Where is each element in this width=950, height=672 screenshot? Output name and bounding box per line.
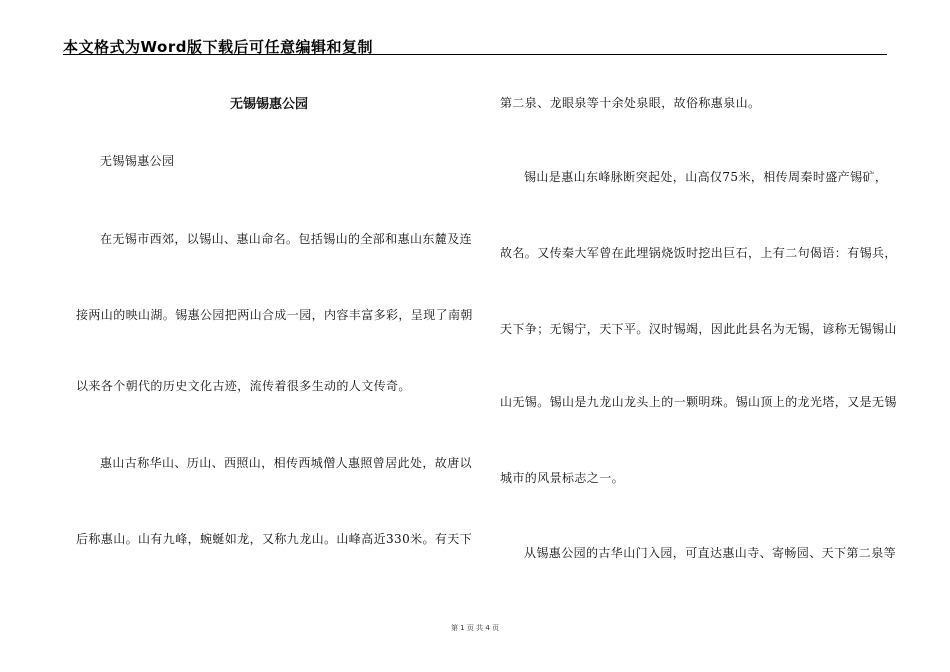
paragraph-line: 接两山的映山湖。锡惠公园把两山合成一园，内容丰富多彩，呈现了南朝 — [76, 308, 473, 322]
paragraph-line: 城市的风景标志之一。 — [500, 471, 625, 485]
paragraph-line: 惠山古称华山、历山、西照山，相传西城僧人惠照曾居此处，故唐以 — [100, 456, 473, 470]
paragraph-line: 从锡惠公园的古华山门入园，可直达惠山寺、寄畅园、天下第二泉等 — [524, 546, 897, 560]
paragraph-line: 天下争；无锡宁，天下平。汉时锡竭，因此此县名为无锡，谚称无锡锡山 — [500, 322, 897, 336]
paragraph-line: 以来各个朝代的历史文化古迹，流传着很多生动的人文传奇。 — [76, 379, 411, 393]
paragraph-line: 在无锡市西郊，以锡山、惠山命名。包括锡山的全部和惠山东麓及连 — [100, 232, 473, 246]
paragraph-line: 山无锡。锡山是九龙山龙头上的一颗明珠。锡山顶上的龙光塔，又是无锡 — [500, 395, 897, 409]
page-header: 本文格式为Word版下载后可任意编辑和复制 — [63, 38, 373, 56]
header-divider — [63, 54, 887, 55]
paragraph-line: 无锡锡惠公园 — [100, 154, 175, 168]
paragraph-line: 后称惠山。山有九峰，蜿蜒如龙，又称九龙山。山峰高近330米。有天下 — [76, 532, 473, 546]
paragraph-line: 故名。又传秦大军曾在此埋锅烧饭时挖出巨石，上有二句偈语：有锡兵， — [500, 246, 897, 260]
paragraph-line: 第二泉、龙眼泉等十余处泉眼，故俗称惠泉山。 — [500, 96, 761, 110]
document-title: 无锡锡惠公园 — [229, 97, 308, 112]
paragraph-line: 锡山是惠山东峰脉断突起处，山高仅75米，相传周秦时盛产锡矿， — [524, 170, 888, 184]
page-number: 第 1 页 共 4 页 — [450, 624, 500, 632]
